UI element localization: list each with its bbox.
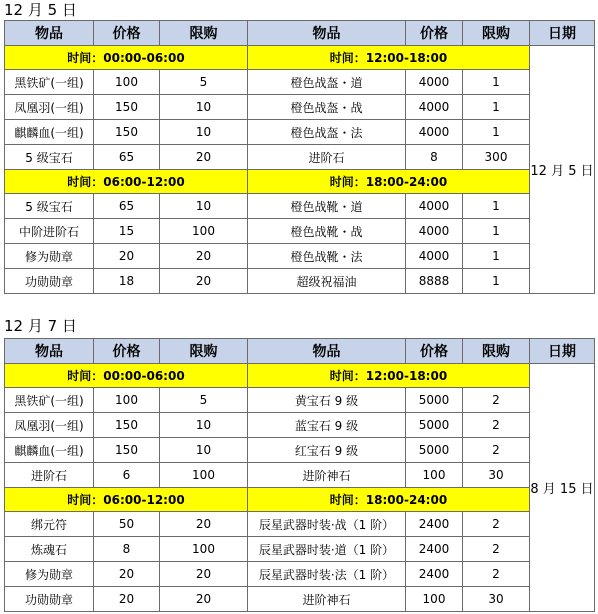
item-name: 黑铁矿(一组) — [5, 388, 94, 413]
item-price: 2400 — [406, 562, 463, 587]
table-row — [5, 413, 595, 438]
item-price: 5000 — [406, 438, 463, 463]
table-row — [5, 70, 595, 95]
header-price: 价格 — [94, 339, 160, 364]
item-limit: 5 — [160, 70, 248, 95]
header-item: 物品 — [5, 339, 94, 364]
table-row — [5, 95, 595, 120]
header-item: 物品 — [248, 339, 406, 364]
item-limit: 2 — [463, 537, 530, 562]
schedule-table — [4, 20, 595, 294]
item-limit: 1 — [463, 70, 530, 95]
item-name: 功勋勋章 — [5, 269, 94, 294]
item-name: 红宝石 9 级 — [248, 438, 406, 463]
item-name: 凤凰羽(一组) — [5, 95, 94, 120]
item-name: 黑铁矿(一组) — [5, 70, 94, 95]
item-name: 5 级宝石 — [5, 145, 94, 170]
item-price: 6 — [94, 463, 160, 488]
item-price: 150 — [94, 120, 160, 145]
time-slot: 时间：00:00-06:00 — [5, 364, 248, 388]
item-price: 18 — [94, 269, 160, 294]
item-name: 橙色战靴・法 — [248, 244, 406, 269]
date-cell: 12 月 5 日 — [530, 46, 595, 294]
item-price: 4000 — [406, 194, 463, 219]
item-limit: 2 — [463, 438, 530, 463]
header-item: 物品 — [248, 21, 406, 46]
item-name: 辰星武器时装·法（1 阶） — [248, 562, 406, 587]
item-price: 4000 — [406, 120, 463, 145]
item-price: 100 — [94, 70, 160, 95]
table-row — [5, 562, 595, 587]
item-price: 2400 — [406, 512, 463, 537]
item-name: 功勋勋章 — [5, 587, 94, 612]
item-limit: 20 — [160, 244, 248, 269]
header-date: 日期 — [530, 339, 595, 364]
item-limit: 20 — [160, 269, 248, 294]
table-row — [5, 269, 595, 294]
item-price: 20 — [94, 562, 160, 587]
item-limit: 20 — [160, 587, 248, 612]
time-slot: 时间：06:00-12:00 — [5, 170, 248, 194]
table-row — [5, 512, 595, 537]
item-limit: 1 — [463, 95, 530, 120]
item-price: 8 — [406, 145, 463, 170]
table-row — [5, 244, 595, 269]
item-limit: 1 — [463, 244, 530, 269]
header-price: 价格 — [406, 339, 463, 364]
item-limit: 30 — [463, 463, 530, 488]
item-limit: 1 — [463, 269, 530, 294]
item-limit: 5 — [160, 388, 248, 413]
item-name: 麒麟血(一组) — [5, 438, 94, 463]
item-price: 4000 — [406, 95, 463, 120]
item-price: 100 — [406, 587, 463, 612]
table-row — [5, 145, 595, 170]
item-name: 绑元符 — [5, 512, 94, 537]
item-name: 进阶石 — [5, 463, 94, 488]
item-price: 8888 — [406, 269, 463, 294]
item-name: 橙色战盔・战 — [248, 95, 406, 120]
item-name: 超级祝福油 — [248, 269, 406, 294]
item-name: 橙色战靴・战 — [248, 219, 406, 244]
item-price: 4000 — [406, 70, 463, 95]
item-price: 20 — [94, 244, 160, 269]
header-limit: 限购 — [160, 21, 248, 46]
time-slot: 时间：00:00-06:00 — [5, 46, 248, 70]
header-price: 价格 — [94, 21, 160, 46]
item-price: 5000 — [406, 413, 463, 438]
table-row — [5, 120, 595, 145]
item-name: 辰星武器时装·战（1 阶） — [248, 512, 406, 537]
item-limit: 100 — [160, 537, 248, 562]
item-limit: 10 — [160, 120, 248, 145]
item-name: 中阶进阶石 — [5, 219, 94, 244]
item-price: 100 — [406, 463, 463, 488]
section-title: 12 月 7 日 — [4, 317, 77, 335]
table-row — [5, 463, 595, 488]
item-limit: 1 — [463, 120, 530, 145]
item-limit: 2 — [463, 388, 530, 413]
item-name: 进阶神石 — [248, 587, 406, 612]
item-limit: 300 — [463, 145, 530, 170]
date-cell: 8 月 15 日 — [530, 364, 595, 612]
table-row — [5, 438, 595, 463]
item-limit: 1 — [463, 194, 530, 219]
item-limit: 30 — [463, 587, 530, 612]
item-limit: 100 — [160, 463, 248, 488]
item-price: 4000 — [406, 219, 463, 244]
item-price: 8 — [94, 537, 160, 562]
section-title: 12 月 5 日 — [4, 1, 77, 19]
item-name: 进阶石 — [248, 145, 406, 170]
item-name: 橙色战靴・道 — [248, 194, 406, 219]
item-limit: 2 — [463, 512, 530, 537]
item-limit: 2 — [463, 562, 530, 587]
item-price: 50 — [94, 512, 160, 537]
item-price: 100 — [94, 388, 160, 413]
item-limit: 20 — [160, 145, 248, 170]
item-price: 15 — [94, 219, 160, 244]
time-slot: 时间：12:00-18:00 — [248, 364, 530, 388]
header-limit: 限购 — [463, 21, 530, 46]
header-limit: 限购 — [160, 339, 248, 364]
table-row — [5, 587, 595, 612]
item-name: 修为勋章 — [5, 562, 94, 587]
item-price: 150 — [94, 438, 160, 463]
item-name: 橙色战盔・道 — [248, 70, 406, 95]
table-row — [5, 388, 595, 413]
table-row — [5, 537, 595, 562]
item-name: 进阶神石 — [248, 463, 406, 488]
time-slot: 时间：12:00-18:00 — [248, 46, 530, 70]
item-limit: 20 — [160, 512, 248, 537]
item-name: 黄宝石 9 级 — [248, 388, 406, 413]
item-price: 2400 — [406, 537, 463, 562]
item-limit: 10 — [160, 438, 248, 463]
item-name: 5 级宝石 — [5, 194, 94, 219]
item-limit: 20 — [160, 562, 248, 587]
time-slot: 时间：18:00-24:00 — [248, 488, 530, 512]
item-name: 修为勋章 — [5, 244, 94, 269]
header-price: 价格 — [406, 21, 463, 46]
item-limit: 2 — [463, 413, 530, 438]
item-price: 65 — [94, 145, 160, 170]
item-price: 4000 — [406, 244, 463, 269]
item-name: 凤凰羽(一组) — [5, 413, 94, 438]
header-date: 日期 — [530, 21, 595, 46]
item-price: 20 — [94, 587, 160, 612]
item-limit: 10 — [160, 194, 248, 219]
schedule-table — [4, 338, 595, 612]
item-limit: 100 — [160, 219, 248, 244]
item-price: 150 — [94, 95, 160, 120]
item-price: 150 — [94, 413, 160, 438]
item-name: 橙色战盔・法 — [248, 120, 406, 145]
table-row — [5, 219, 595, 244]
time-slot: 时间：18:00-24:00 — [248, 170, 530, 194]
header-item: 物品 — [5, 21, 94, 46]
item-name: 炼魂石 — [5, 537, 94, 562]
table-row — [5, 194, 595, 219]
item-name: 辰星武器时装·道（1 阶） — [248, 537, 406, 562]
item-name: 麒麟血(一组) — [5, 120, 94, 145]
item-name: 蓝宝石 9 级 — [248, 413, 406, 438]
item-limit: 10 — [160, 413, 248, 438]
item-price: 65 — [94, 194, 160, 219]
item-price: 5000 — [406, 388, 463, 413]
item-limit: 1 — [463, 219, 530, 244]
time-slot: 时间：06:00-12:00 — [5, 488, 248, 512]
item-limit: 10 — [160, 95, 248, 120]
header-limit: 限购 — [463, 339, 530, 364]
